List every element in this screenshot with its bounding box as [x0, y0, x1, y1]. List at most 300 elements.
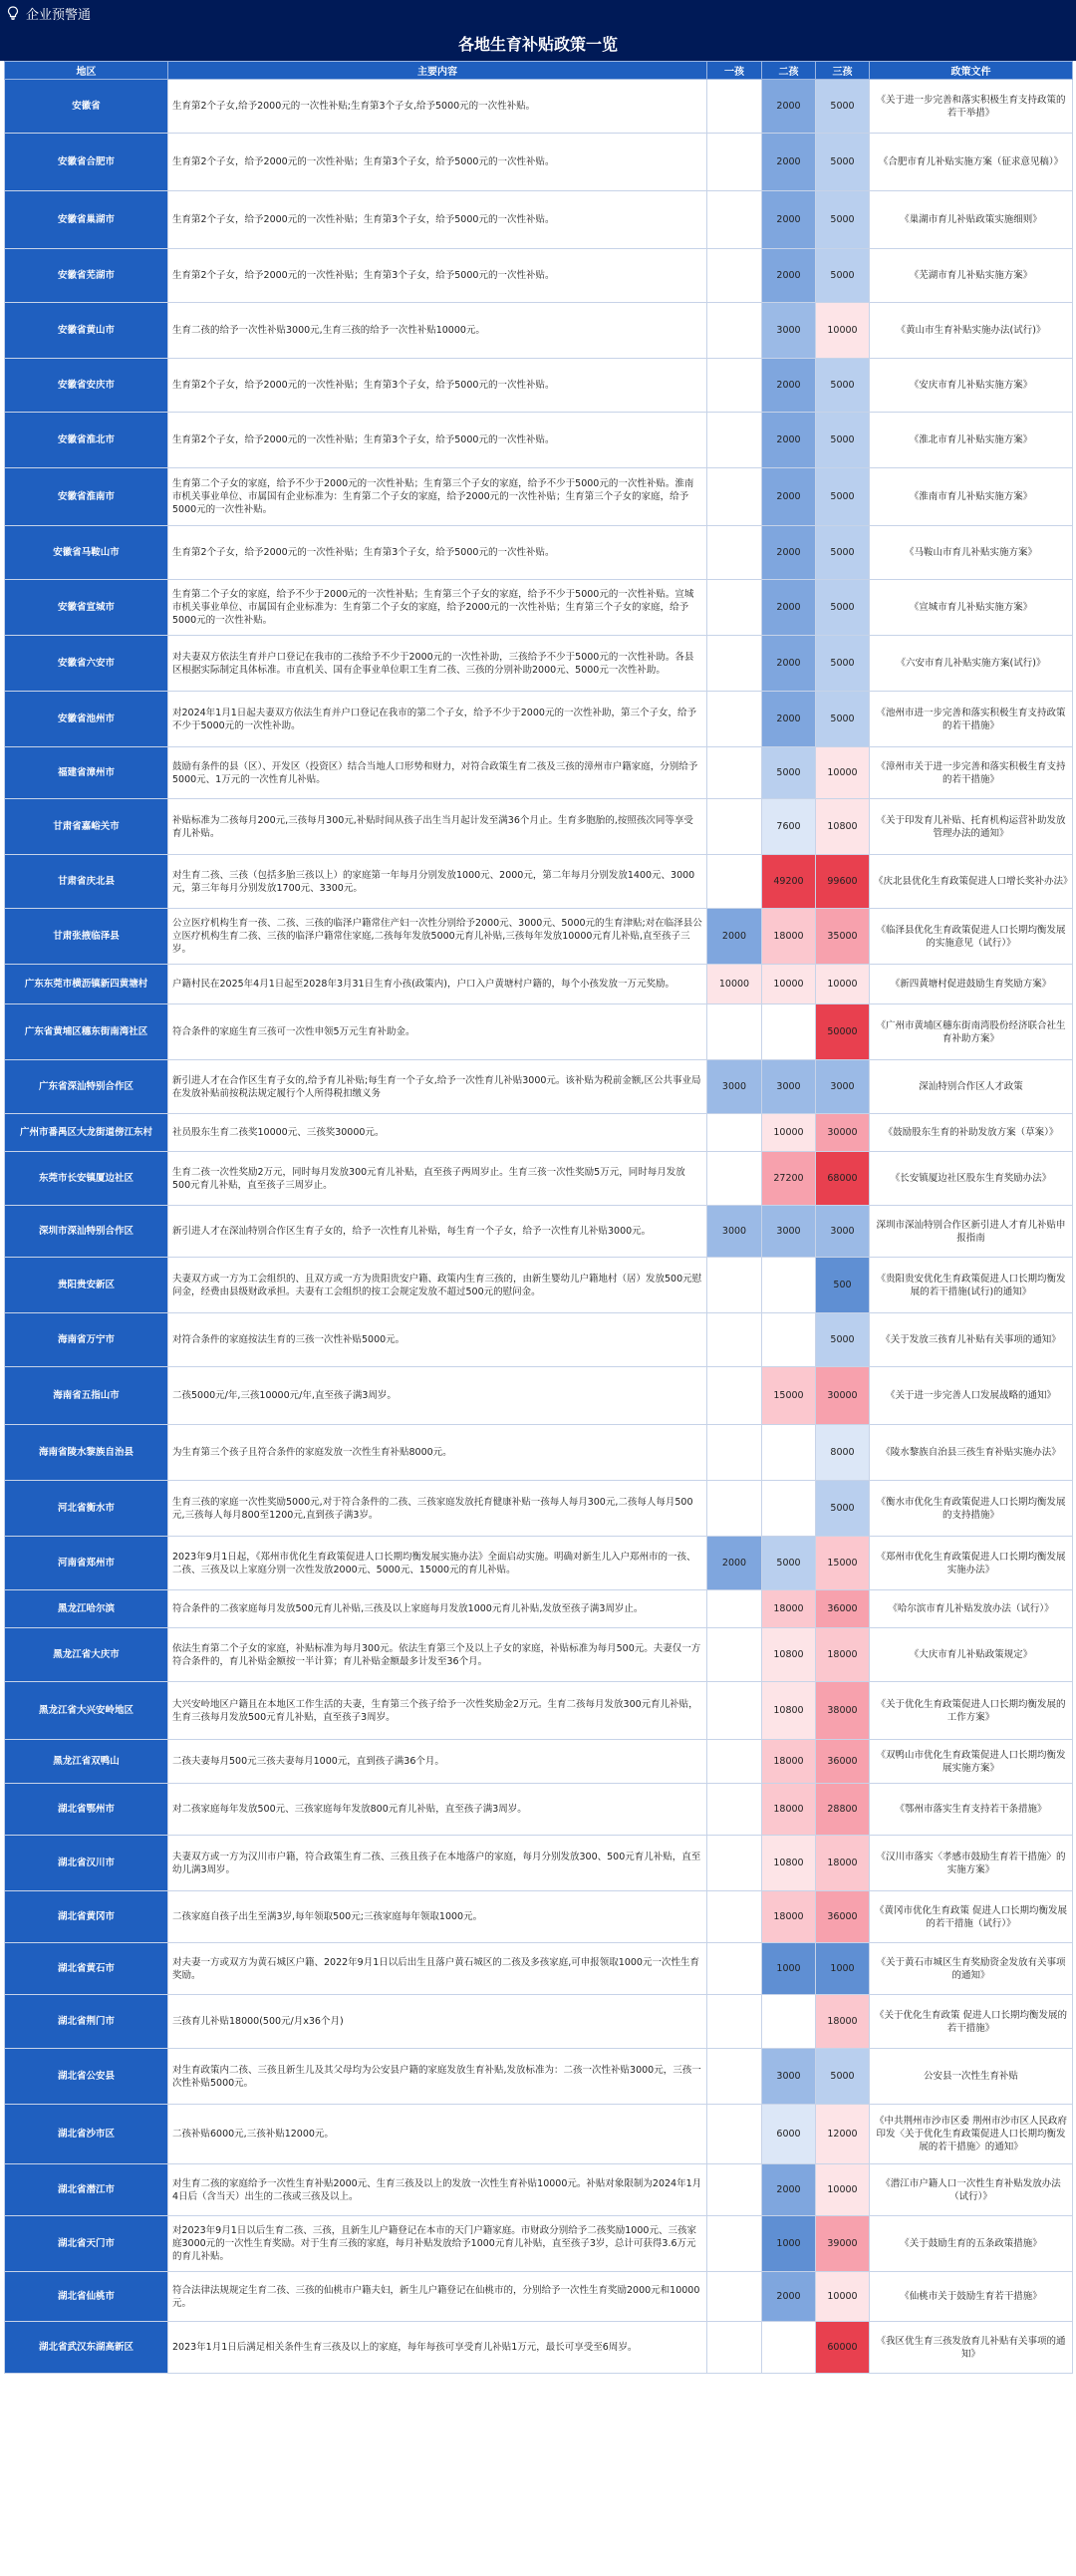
region-cell: 湖北省公安县: [5, 2049, 168, 2105]
content-cell: 夫妻双方或一方为工会组织的、且双方或一方为贵阳贵安户籍、政策内生育三孩的，由新生婴幼儿户籍地村（居）发放500元慰问金，经费由县级财政承担。夫妻有工会组织的按工会规定发放不超过500元的慰问金。: [168, 1258, 707, 1313]
first-child-amount: [707, 191, 762, 249]
policy-document-cell: 《池州市进一步完善和落实积极生育支持政策的若干措施》: [870, 692, 1073, 747]
second-child-amount: 2000: [762, 692, 816, 747]
first-child-amount: [707, 1740, 762, 1784]
policy-document-cell: 《宣城市育儿补贴实施方案》: [870, 580, 1073, 636]
region-cell: 黑龙江哈尔滨: [5, 1590, 168, 1628]
second-child-amount: 10800: [762, 1836, 816, 1891]
policy-document-cell: 《庆北县优化生育政策促进人口增长奖补办法》: [870, 855, 1073, 909]
content-cell: 生育第2个子女，给予2000元的一次性补贴；生育第3个子女，给予5000元的一次性补贴。: [168, 359, 707, 413]
first-child-amount: [707, 468, 762, 526]
policy-document-cell: 《哈尔滨市育儿补贴发放办法（试行）》: [870, 1590, 1073, 1628]
third-child-amount: 36000: [816, 1740, 870, 1784]
second-child-amount: 2000: [762, 191, 816, 249]
third-child-amount: 5000: [816, 80, 870, 134]
content-cell: 公立医疗机构生育一孩、二孩、三孩的临泽户籍常住产妇一次性分别给予2000元、3000元、5000元的生育津贴;对在临泽县公立医疗机构生育二孩、三孩的临泽户籍常住家庭,二孩每年发放5000元育儿补贴,三孩每年发放10000元育儿补贴,直至孩子三岁。: [168, 909, 707, 965]
policy-document-cell: 《黄山市生育补贴实施办法(试行)》: [870, 303, 1073, 359]
table-row: [5, 799, 1073, 855]
policy-document-cell: 《漳州市关于进一步完善和落实积极生育支持的若干措施》: [870, 747, 1073, 799]
policy-document-cell: 《巢湖市育儿补贴政策实施细则》: [870, 191, 1073, 249]
policy-document-cell: 《衡水市优化生育政策促进人口长期均衡发展的支持措施》: [870, 1481, 1073, 1537]
first-child-amount: 3000: [707, 1060, 762, 1114]
third-child-amount: 10000: [816, 965, 870, 1004]
policy-document-cell: 《中共荆州市沙市区委 荆州市沙市区人民政府印发〈关于优化生育政策促进人口长期均衡发展的若干措施〉的通知》: [870, 2105, 1073, 2164]
table-row: [5, 1114, 1073, 1152]
first-child-amount: [707, 692, 762, 747]
first-child-amount: [707, 1995, 762, 2049]
third-child-amount: 99600: [816, 855, 870, 909]
first-child-amount: [707, 1152, 762, 1206]
content-cell: 二孩家庭自孩子出生至满3岁,每年领取500元;三孩家庭每年领取1000元。: [168, 1891, 707, 1943]
content-cell: 二孩夫妻每月500元三孩夫妻每月1000元，直到孩子满36个月。: [168, 1740, 707, 1784]
lightbulb-icon: [6, 6, 20, 20]
table-row: [5, 1682, 1073, 1740]
policy-document-cell: 《潜江市户籍人口一次性生育补贴发放办法（试行）》: [870, 2164, 1073, 2216]
content-cell: 二孩5000元/年,三孩10000元/年,直至孩子满3周岁。: [168, 1367, 707, 1425]
table-row: [5, 855, 1073, 909]
content-cell: 对二孩家庭每年发放500元、三孩家庭每年发放800元育儿补贴，直至孩子满3周岁。: [168, 1784, 707, 1836]
third-child-amount: 18000: [816, 1995, 870, 2049]
third-child-amount: 8000: [816, 1425, 870, 1481]
third-child-amount: 39000: [816, 2216, 870, 2272]
table-row: [5, 2216, 1073, 2272]
second-child-amount: 3000: [762, 2049, 816, 2105]
region-cell: 湖北省仙桃市: [5, 2272, 168, 2322]
table-row: [5, 1060, 1073, 1114]
policy-document-cell: 《双鸭山市优化生育政策促进人口长期均衡发展实施方案》: [870, 1740, 1073, 1784]
second-child-amount: 10000: [762, 1114, 816, 1152]
first-child-amount: [707, 359, 762, 413]
table-row: [5, 1206, 1073, 1258]
region-cell: 黑龙江省双鸭山: [5, 1740, 168, 1784]
table-row: [5, 2322, 1073, 2374]
table-row: [5, 191, 1073, 249]
policy-table: [4, 61, 1073, 2374]
policy-document-cell: 《关于鼓励生育的五条政策措施》: [870, 2216, 1073, 2272]
third-child-amount: 38000: [816, 1682, 870, 1740]
first-child-amount: [707, 1628, 762, 1682]
region-cell: 湖北省荆门市: [5, 1995, 168, 2049]
region-cell: 甘肃省庆北县: [5, 855, 168, 909]
third-child-amount: 10000: [816, 747, 870, 799]
first-child-amount: 10000: [707, 965, 762, 1004]
region-cell: 湖北省汉川市: [5, 1836, 168, 1891]
second-child-amount: 3000: [762, 1206, 816, 1258]
content-cell: 新引进人才在合作区生育子女的,给予育儿补贴;每生育一个子女,给予一次性育儿补贴3000元。该补贴为税前金额,区公共事业局在发放补贴前按税法规定履行个人所得税扣缴义务: [168, 1060, 707, 1114]
first-child-amount: [707, 526, 762, 580]
content-cell: 依法生育第二个子女的家庭，补贴标准为每月300元。依法生育第三个及以上子女的家庭，补贴标准为每月500元。夫妻仅一方符合条件的，育儿补贴金额按一半计算；育儿补贴金额最多计发至36个月。: [168, 1628, 707, 1682]
region-cell: 河北省衡水市: [5, 1481, 168, 1537]
second-child-amount: 18000: [762, 909, 816, 965]
content-cell: 大兴安岭地区户籍且在本地区工作生活的夫妻，生育第三个孩子给予一次性奖励金2万元。生育二孩每月发放300元育儿补贴，生育三孩每月发放500元育儿补贴，直至孩子3周岁。: [168, 1682, 707, 1740]
policy-document-cell: 《大庆市育儿补贴政策规定》: [870, 1628, 1073, 1682]
third-child-amount: 28800: [816, 1784, 870, 1836]
third-child-amount: 35000: [816, 909, 870, 965]
table-row: [5, 747, 1073, 799]
table-row: [5, 80, 1073, 134]
table-row: [5, 1425, 1073, 1481]
region-cell: 海南省陵水黎族自治县: [5, 1425, 168, 1481]
region-cell: 安徽省: [5, 80, 168, 134]
region-cell: 广东东莞市横沥镇新四黄塘村: [5, 965, 168, 1004]
third-child-amount: 10000: [816, 303, 870, 359]
region-cell: 广州市番禺区大龙街道傍江东村: [5, 1114, 168, 1152]
first-child-amount: 2000: [707, 1537, 762, 1590]
third-child-amount: 10800: [816, 799, 870, 855]
table-row: [5, 909, 1073, 965]
third-child-amount: 500: [816, 1258, 870, 1313]
first-child-amount: [707, 2216, 762, 2272]
policy-document-cell: 深汕特别合作区人才政策: [870, 1060, 1073, 1114]
second-child-amount: 1000: [762, 2216, 816, 2272]
second-child-amount: 3000: [762, 1060, 816, 1114]
first-child-amount: [707, 2049, 762, 2105]
first-child-amount: [707, 747, 762, 799]
policy-document-cell: 《淮南市育儿补贴实施方案》: [870, 468, 1073, 526]
table-row: [5, 1740, 1073, 1784]
content-cell: 二孩补贴6000元,三孩补贴12000元。: [168, 2105, 707, 2164]
third-child-amount: 10000: [816, 2272, 870, 2322]
region-cell: 湖北省黄石市: [5, 1943, 168, 1995]
table-row: [5, 2105, 1073, 2164]
first-child-amount: [707, 636, 762, 692]
third-child-amount: 30000: [816, 1367, 870, 1425]
policy-document-cell: 公安县一次性生育补贴: [870, 2049, 1073, 2105]
first-child-amount: [707, 2272, 762, 2322]
first-child-amount: [707, 1784, 762, 1836]
region-cell: 海南省万宁市: [5, 1313, 168, 1367]
third-child-amount: 5000: [816, 1313, 870, 1367]
region-cell: 深圳市深汕特别合作区: [5, 1206, 168, 1258]
table-header-row: [5, 62, 1073, 80]
content-cell: 夫妻双方或一方为汉川市户籍，符合政策生育二孩、三孩且孩子在本地落户的家庭，每月分别发放300、500元育儿补贴，直至幼儿满3周岁。: [168, 1836, 707, 1891]
second-child-amount: [762, 1004, 816, 1060]
table-row: [5, 134, 1073, 191]
policy-document-cell: 《淮北市育儿补贴实施方案》: [870, 413, 1073, 468]
first-child-amount: [707, 1313, 762, 1367]
second-child-amount: 2000: [762, 249, 816, 303]
region-cell: 黑龙江省大庆市: [5, 1628, 168, 1682]
region-cell: 贵阳贵安新区: [5, 1258, 168, 1313]
first-child-amount: [707, 1004, 762, 1060]
content-cell: 为生育第三个孩子且符合条件的家庭发放一次性生育补贴8000元。: [168, 1425, 707, 1481]
content-cell: 生育第2个子女，给予2000元的一次性补贴；生育第3个子女，给予5000元的一次性补贴。: [168, 526, 707, 580]
content-cell: 户籍村民在2025年4月1日起至2028年3月31日生育小孩(政策内)，户口入户黄塘村户籍的，每个小孩发放一万元奖励。: [168, 965, 707, 1004]
table-row: [5, 1628, 1073, 1682]
region-cell: 湖北省武汉东湖高新区: [5, 2322, 168, 2374]
table-row: [5, 2049, 1073, 2105]
content-cell: 生育三孩的家庭一次性奖励5000元,对于符合条件的二孩、三孩家庭发放托育健康补贴一孩每人每月300元,二孩每人每月500元,三孩每人每月800至1200元,直到孩子满3岁。: [168, 1481, 707, 1537]
third-child-amount: 5000: [816, 468, 870, 526]
table-row: [5, 526, 1073, 580]
header-second-child: 二孩: [762, 62, 816, 80]
table-row: [5, 303, 1073, 359]
policy-document-cell: 《长安镇厦边社区股东生育奖励办法》: [870, 1152, 1073, 1206]
table-row: [5, 1943, 1073, 1995]
table-row: [5, 1004, 1073, 1060]
table-row: [5, 580, 1073, 636]
region-cell: 海南省五指山市: [5, 1367, 168, 1425]
second-child-amount: [762, 1258, 816, 1313]
region-cell: 广东省深汕特别合作区: [5, 1060, 168, 1114]
second-child-amount: [762, 1313, 816, 1367]
region-cell: 安徽省宣城市: [5, 580, 168, 636]
first-child-amount: [707, 80, 762, 134]
first-child-amount: [707, 1258, 762, 1313]
table-row: [5, 1313, 1073, 1367]
second-child-amount: 2000: [762, 526, 816, 580]
table-row: [5, 1481, 1073, 1537]
table-row: [5, 1784, 1073, 1836]
header-region: 地区: [5, 62, 168, 80]
content-cell: 对生育二孩的家庭给予一次性生育补贴2000元、生育三孩及以上的发放一次性生育补贴10000元。补贴对象限制为2024年1月4日后（含当天）出生的二孩或三孩及以上。: [168, 2164, 707, 2216]
region-cell: 安徽省合肥市: [5, 134, 168, 191]
third-child-amount: 5000: [816, 526, 870, 580]
third-child-amount: 1000: [816, 1943, 870, 1995]
second-child-amount: 2000: [762, 2272, 816, 2322]
second-child-amount: 27200: [762, 1152, 816, 1206]
content-cell: 符合条件的二孩家庭每月发放500元育儿补贴,三孩及以上家庭每月发放1000元育儿补贴,发放至孩子满3周岁止。: [168, 1590, 707, 1628]
first-child-amount: [707, 249, 762, 303]
content-cell: 2023年1月1日后满足相关条件生育三孩及以上的家庭，每年每孩可享受育儿补贴1万元，最长可享受至6周岁。: [168, 2322, 707, 2374]
third-child-amount: 5000: [816, 2049, 870, 2105]
second-child-amount: 18000: [762, 1891, 816, 1943]
policy-document-cell: 《陵水黎族自治县三孩生育补贴实施办法》: [870, 1425, 1073, 1481]
third-child-amount: 5000: [816, 249, 870, 303]
second-child-amount: 1000: [762, 1943, 816, 1995]
third-child-amount: 36000: [816, 1891, 870, 1943]
content-cell: 2023年9月1日起，《郑州市优化生育政策促进人口长期均衡发展实施办法》全面启动实施。明确对新生儿入户郑州市的一孩、二孩、三孩及以上家庭分别一次性发放2000元、5000元、15000元的育儿补贴。: [168, 1537, 707, 1590]
policy-document-cell: 《关于进一步完善和落实积极生育支持政策的若干举措》: [870, 80, 1073, 134]
second-child-amount: 2000: [762, 134, 816, 191]
first-child-amount: [707, 855, 762, 909]
third-child-amount: 68000: [816, 1152, 870, 1206]
content-cell: 生育第2个子女，给予2000元的一次性补贴；生育第3个子女，给予5000元的一次性补贴。: [168, 134, 707, 191]
table-row: [5, 1367, 1073, 1425]
policy-document-cell: 《汉川市落实〈孝感市鼓励生育若干措施〉的实施方案》: [870, 1836, 1073, 1891]
second-child-amount: 2000: [762, 413, 816, 468]
table-row: [5, 1995, 1073, 2049]
second-child-amount: 18000: [762, 1590, 816, 1628]
first-child-amount: [707, 1481, 762, 1537]
second-child-amount: 5000: [762, 1537, 816, 1590]
second-child-amount: 3000: [762, 303, 816, 359]
first-child-amount: [707, 303, 762, 359]
first-child-amount: [707, 2105, 762, 2164]
region-cell: 湖北省黄冈市: [5, 1891, 168, 1943]
header-content: 主要内容: [168, 62, 707, 80]
second-child-amount: 18000: [762, 1784, 816, 1836]
second-child-amount: [762, 1481, 816, 1537]
content-cell: 生育第2个子女,给予2000元的一次性补贴;生育第3个子女,给予5000元的一次性补贴。: [168, 80, 707, 134]
content-cell: 生育第2个子女，给予2000元的一次性补贴；生育第3个子女，给予5000元的一次性补贴。: [168, 413, 707, 468]
second-child-amount: 7600: [762, 799, 816, 855]
region-cell: 甘肃省嘉峪关市: [5, 799, 168, 855]
first-child-amount: [707, 1682, 762, 1740]
content-cell: 生育第2个子女，给予2000元的一次性补贴；生育第3个子女，给予5000元的一次性补贴。: [168, 191, 707, 249]
content-cell: 对生育二孩、三孩（包括多胎三孩以上）的家庭第一年每月分别发放1000元、2000元，第二年每月分别发放1400元、3000元，第三年每月分别发放1700元、3300元。: [168, 855, 707, 909]
header-first-child: 一孩: [707, 62, 762, 80]
policy-document-cell: 《芜湖市育儿补贴实施方案》: [870, 249, 1073, 303]
table-row: [5, 1258, 1073, 1313]
policy-document-cell: 《贵阳贵安优化生育政策促进人口长期均衡发展的若干措施(试行)的通知》: [870, 1258, 1073, 1313]
region-cell: 安徽省池州市: [5, 692, 168, 747]
third-child-amount: 5000: [816, 636, 870, 692]
region-cell: 安徽省淮北市: [5, 413, 168, 468]
policy-document-cell: 《仙桃市关于鼓励生育若干措施》: [870, 2272, 1073, 2322]
first-child-amount: [707, 1590, 762, 1628]
third-child-amount: 5000: [816, 413, 870, 468]
first-child-amount: [707, 2322, 762, 2374]
first-child-amount: 2000: [707, 909, 762, 965]
header-third-child: 三孩: [816, 62, 870, 80]
third-child-amount: 12000: [816, 2105, 870, 2164]
region-cell: 安徽省淮南市: [5, 468, 168, 526]
content-cell: 符合法律法规规定生育二孩、三孩的仙桃市户籍夫妇，新生儿户籍登记在仙桃市的，分别给予一次性生育奖励2000元和10000元。: [168, 2272, 707, 2322]
content-cell: 对夫妻一方或双方为黄石城区户籍、2022年9月1日以后出生且落户黄石城区的二孩及多孩家庭,可申报领取1000元一次性生育奖励。: [168, 1943, 707, 1995]
content-cell: 对符合条件的家庭按法生育的三孩一次性补贴5000元。: [168, 1313, 707, 1367]
policy-document-cell: 《鄂州市落实生育支持若干条措施》: [870, 1784, 1073, 1836]
policy-document-cell: 《安庆市育儿补贴实施方案》: [870, 359, 1073, 413]
content-cell: 符合条件的家庭生育三孩可一次性申领5万元生育补助金。: [168, 1004, 707, 1060]
table-row: [5, 1590, 1073, 1628]
table-row: [5, 636, 1073, 692]
policy-document-cell: 《关于进一步完善人口发展战略的通知》: [870, 1367, 1073, 1425]
third-child-amount: 18000: [816, 1836, 870, 1891]
region-cell: 安徽省马鞍山市: [5, 526, 168, 580]
region-cell: 甘肃张掖临泽县: [5, 909, 168, 965]
third-child-amount: 10000: [816, 2164, 870, 2216]
third-child-amount: 5000: [816, 692, 870, 747]
content-cell: 生育二孩一次性奖励2万元，同时每月发放300元育儿补贴，直至孩子两周岁止。生育三孩一次性奖励5万元，同时每月发放500元育儿补贴，直至孩子三周岁止。: [168, 1152, 707, 1206]
table-row: [5, 2272, 1073, 2322]
region-cell: 安徽省芜湖市: [5, 249, 168, 303]
second-child-amount: 2000: [762, 359, 816, 413]
content-cell: 对2023年9月1日以后生育二孩、三孩，且新生儿户籍登记在本市的天门户籍家庭。市财政分别给予二孩奖励1000元、三孩家庭3000元的一次性生育奖励。对于生育三孩的家庭，每月补贴发放给予1000元育儿补贴，直至孩子3岁，总计可获得3.6万元的育儿补贴。: [168, 2216, 707, 2272]
first-child-amount: [707, 799, 762, 855]
table-row: [5, 249, 1073, 303]
table-row: [5, 1152, 1073, 1206]
policy-document-cell: 《临泽县优化生育政策促进人口长期均衡发展的实施意见（试行）》: [870, 909, 1073, 965]
third-child-amount: 18000: [816, 1628, 870, 1682]
second-child-amount: 49200: [762, 855, 816, 909]
content-cell: 生育二孩的给予一次性补贴3000元,生育三孩的给予一次性补贴10000元。: [168, 303, 707, 359]
second-child-amount: 10000: [762, 965, 816, 1004]
policy-document-cell: 《关于发放三孩育儿补贴有关事项的通知》: [870, 1313, 1073, 1367]
region-cell: 河南省郑州市: [5, 1537, 168, 1590]
region-cell: 安徽省安庆市: [5, 359, 168, 413]
content-cell: 新引进人才在深汕特别合作区生育子女的，给予一次性育儿补贴，每生育一个子女，给予一次性育儿补贴3000元。: [168, 1206, 707, 1258]
third-child-amount: 5000: [816, 1481, 870, 1537]
region-cell: 黑龙江省大兴安岭地区: [5, 1682, 168, 1740]
third-child-amount: 3000: [816, 1206, 870, 1258]
region-cell: 安徽省巢湖市: [5, 191, 168, 249]
region-cell: 湖北省潜江市: [5, 2164, 168, 2216]
first-child-amount: [707, 1836, 762, 1891]
third-child-amount: 5000: [816, 580, 870, 636]
policy-document-cell: 《马鞍山市育儿补贴实施方案》: [870, 526, 1073, 580]
region-cell: 湖北省沙市区: [5, 2105, 168, 2164]
first-child-amount: [707, 1367, 762, 1425]
policy-document-cell: 《合肥市育儿补贴实施方案（征求意见稿）》: [870, 134, 1073, 191]
third-child-amount: 30000: [816, 1114, 870, 1152]
policy-document-cell: 《鼓励股东生育的补助发放方案（草案）》: [870, 1114, 1073, 1152]
policy-document-cell: 《郑州市优化生育政策促进人口长期均衡发展实施办法》: [870, 1537, 1073, 1590]
second-child-amount: 2000: [762, 636, 816, 692]
policy-document-cell: 《新四黄塘村促进鼓励生育奖励方案》: [870, 965, 1073, 1004]
third-child-amount: 36000: [816, 1590, 870, 1628]
table-row: [5, 692, 1073, 747]
content-cell: 对生育政策内二孩、三孩且新生儿及其父母均为公安县户籍的家庭发放生育补贴,发放标准为：二孩一次性补贴3000元，三孩一次性补贴5000元。: [168, 2049, 707, 2105]
policy-document-cell: 《广州市黄埔区穗东街南湾股份经济联合社生育补助方案》: [870, 1004, 1073, 1060]
first-child-amount: [707, 1891, 762, 1943]
table-row: [5, 1537, 1073, 1590]
brand-name: 企业预警通: [26, 7, 92, 23]
third-child-amount: 3000: [816, 1060, 870, 1114]
first-child-amount: [707, 1943, 762, 1995]
third-child-amount: 5000: [816, 191, 870, 249]
policy-document-cell: 《我区优生育三孩发放育儿补贴有关事项的通知》: [870, 2322, 1073, 2374]
second-child-amount: 2000: [762, 2164, 816, 2216]
region-cell: 安徽省六安市: [5, 636, 168, 692]
second-child-amount: 6000: [762, 2105, 816, 2164]
first-child-amount: [707, 580, 762, 636]
policy-document-cell: 《关于印发育儿补贴、托育机构运营补助发放管理办法的通知》: [870, 799, 1073, 855]
first-child-amount: [707, 134, 762, 191]
second-child-amount: 15000: [762, 1367, 816, 1425]
header-policy-document: 政策文件: [870, 62, 1073, 80]
second-child-amount: 2000: [762, 580, 816, 636]
table-row: [5, 1891, 1073, 1943]
second-child-amount: 5000: [762, 747, 816, 799]
policy-document-cell: 《黄冈市优化生育政策 促进人口长期均衡发展的若干措施（试行）》: [870, 1891, 1073, 1943]
second-child-amount: [762, 2322, 816, 2374]
policy-document-cell: 《关于优化生育政策促进人口长期均衡发展的工作方案》: [870, 1682, 1073, 1740]
brand-bar: [0, 0, 1076, 26]
content-cell: 生育第2个子女，给予2000元的一次性补贴；生育第3个子女，给予5000元的一次性补贴。: [168, 249, 707, 303]
second-child-amount: 2000: [762, 468, 816, 526]
third-child-amount: 60000: [816, 2322, 870, 2374]
third-child-amount: 50000: [816, 1004, 870, 1060]
second-child-amount: 10800: [762, 1682, 816, 1740]
table-row: [5, 2164, 1073, 2216]
content-cell: 生育第二个子女的家庭，给予不少于2000元的一次性补贴；生育第三个子女的家庭，给予不少于5000元的一次性补贴。宣城市机关事业单位、市属国有企业标准为：生育第二个子女的家庭，给予2000元的一次性补贴；生育第三个子女的家庭，给予5000元的一次性补贴。: [168, 580, 707, 636]
content-cell: 对2024年1月1日起夫妻双方依法生育并户口登记在我市的第二个子女，给予不少于2000元的一次性补助，第三个子女，给予不少于5000元的一次性补助。: [168, 692, 707, 747]
region-cell: 湖北省天门市: [5, 2216, 168, 2272]
first-child-amount: [707, 2164, 762, 2216]
region-cell: 湖北省鄂州市: [5, 1784, 168, 1836]
policy-document-cell: 深圳市深汕特别合作区新引进人才育儿补贴申报指南: [870, 1206, 1073, 1258]
table-row: [5, 1836, 1073, 1891]
table-row: [5, 413, 1073, 468]
region-cell: 安徽省黄山市: [5, 303, 168, 359]
second-child-amount: 2000: [762, 80, 816, 134]
region-cell: 东莞市长安镇厦边社区: [5, 1152, 168, 1206]
third-child-amount: 5000: [816, 359, 870, 413]
table-row: [5, 359, 1073, 413]
first-child-amount: 3000: [707, 1206, 762, 1258]
content-cell: 补贴标准为二孩每月200元,三孩每月300元,补贴时间从孩子出生当月起计发至满36个月止。生育多胞胎的,按照孩次同等享受育儿补贴。: [168, 799, 707, 855]
region-cell: 广东省黄埔区穗东街南湾社区: [5, 1004, 168, 1060]
content-cell: 对夫妻双方依法生育并户口登记在我市的二孩给予不少于2000元的一次性补助，三孩给予不少于5000元的一次性补助。各县区根据实际制定具体标准。市直机关、国有企事业单位职工生育二孩、三孩的分别补助2000元、5000元一次性补助。: [168, 636, 707, 692]
content-cell: 三孩育儿补贴18000(500元/月x36个月): [168, 1995, 707, 2049]
content-cell: 社员股东生育二孩奖10000元、三孩奖30000元。: [168, 1114, 707, 1152]
content-cell: 鼓励有条件的县（区）、开发区（投资区）结合当地人口形势和财力，对符合政策生育二孩及三孩的漳州市户籍家庭，分别给予5000元、1万元的一次性育儿补贴。: [168, 747, 707, 799]
page-title: 各地生育补贴政策一览: [0, 26, 1076, 61]
table-row: [5, 965, 1073, 1004]
first-child-amount: [707, 1425, 762, 1481]
first-child-amount: [707, 1114, 762, 1152]
